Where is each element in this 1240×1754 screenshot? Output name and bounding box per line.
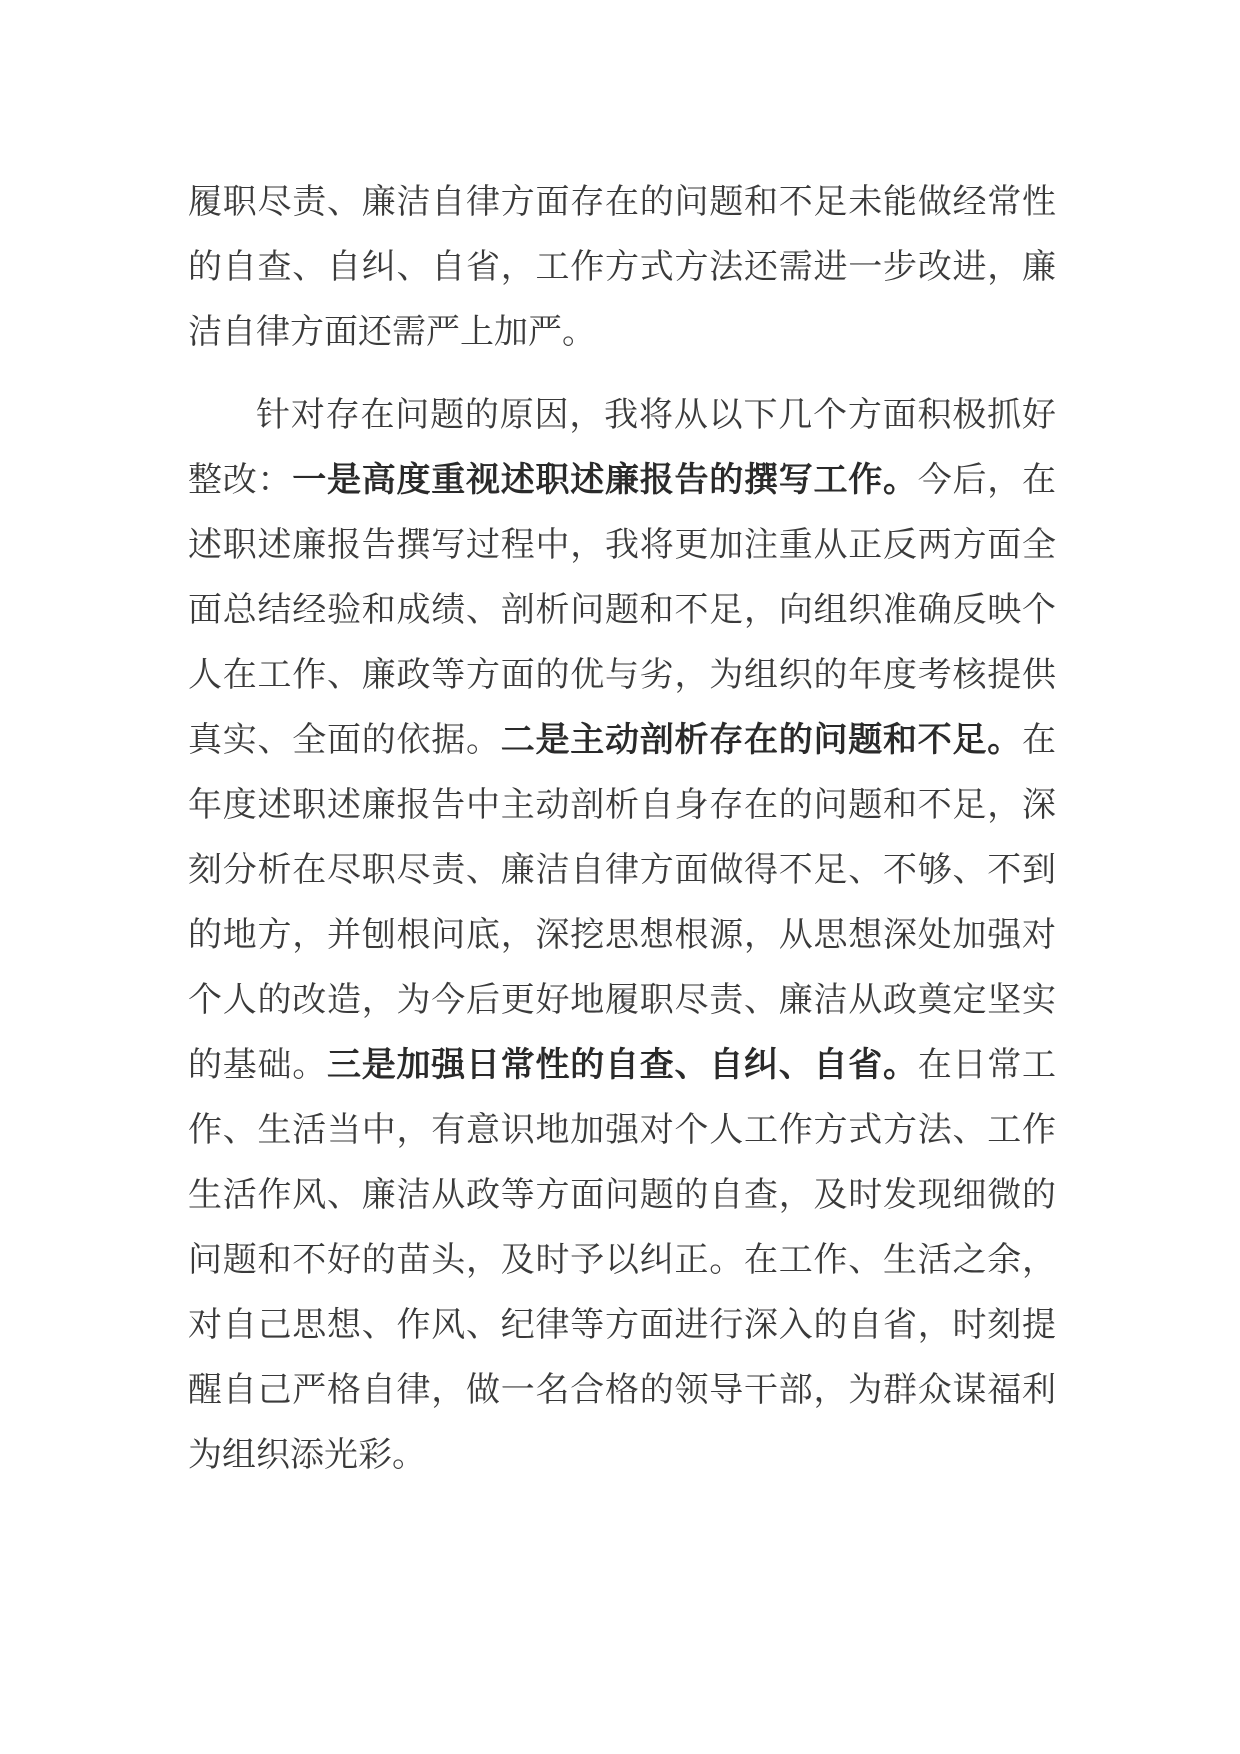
point-3-heading: 三是加强日常性的自查、自纠、自省。 bbox=[327, 1045, 918, 1085]
point-1-text: 今后，在述职述廉报告撰写过程中，我将更加注重从正反两方面全面总结经验和成绩、剖析问题和不足，向组织准确反映个人在工作、廉政等方面的优与劣，为组织的年度考核提供真实、全面的依据。 bbox=[188, 460, 1056, 760]
document-body bbox=[188, 170, 1056, 1488]
paragraph-1 bbox=[188, 170, 1056, 365]
paragraph-2-intro: 针对存在问题的原因，我将从以下几个方面积极抓好整改： bbox=[188, 395, 1056, 500]
point-2-heading: 二是主动剖析存在的问题和不足。 bbox=[500, 720, 1022, 760]
point-3-text: 在日常工作、生活当中，有意识地加强对个人工作方式方法、工作生活作风、廉洁从政等方面问题的自查，及时发现细微的问题和不好的苗头，及时予以纠正。在工作、生活之余，对自己思想、作风、纪律等方面进行深入的自省，时刻提醒自己严格自律，做一名合格的领导干部，为群众谋福利为组织添光彩。 bbox=[188, 1045, 1056, 1475]
paragraph-1-text: 履职尽责、廉洁自律方面存在的问题和不足未能做经常性的自查、自纠、自省，工作方式方法还需进一步改进，廉洁自律方面还需严上加严。 bbox=[188, 182, 1056, 352]
point-1-heading: 一是高度重视述职述廉报告的撰写工作。 bbox=[292, 460, 918, 500]
point-2-text: 在年度述职述廉报告中主动剖析自身存在的问题和不足，深刻分析在尽职尽责、廉洁自律方面做得不足、不够、不到的地方，并刨根问底，深挖思想根源，从思想深处加强对个人的改造，为今后更好地履职尽责、廉洁从政奠定坚实的基础。 bbox=[188, 720, 1056, 1085]
paragraph-2 bbox=[188, 383, 1056, 1488]
